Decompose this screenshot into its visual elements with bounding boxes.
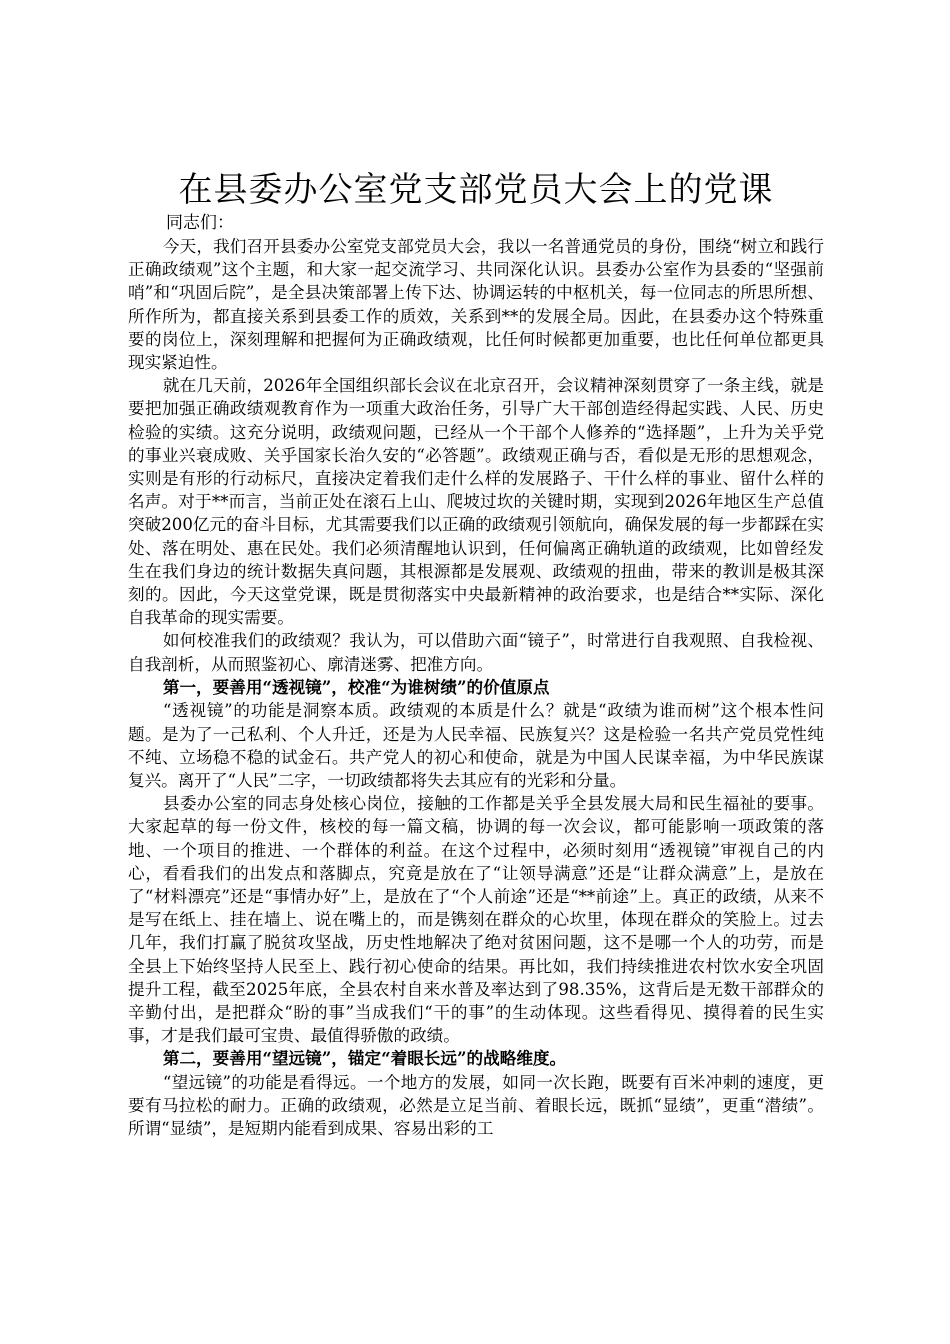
paragraph: “透视镜”的功能是洞察本质。政绩观的本质是什么？就是“政绩为谁而树”这个根本性问题。是为了一己私利、个人升迁，还是为人民幸福、民族复兴？这是检验一名共产党员党性纯不纯、立场稳不稳的试金石。共产党人的初心和使命，就是为中国人民谋幸福，为中华民族谋复兴。离开了“人民”二字，一切政绩都将失去其应有的光彩和分量。 <box>128 701 824 790</box>
paragraph: 如何校准我们的政绩观？我认为，可以借助六面“镜子”，时常进行自我观照、自我检视、自我剖析，从而照鉴初心、廓清迷雾、把准方向。 <box>128 631 824 674</box>
paragraph: 县委办公室的同志身处核心岗位，接触的工作都是关乎全县发展大局和民生福祉的要事。大家起草的每一份文件，核校的每一篇文稿，协调的每一次会议，都可能影响一项政策的落地、一个项目的推进、一个群体的利益。在这个过程中，必须时刻用“透视镜”审视自己的内心，看看我们的出发点和落脚点，究竟是放在了“让领导满意”还是“让群众满意”上，是放在了“材料漂亮”还是“事情办好”上，是放在了“个人前途”还是“**前途”上。真正的政绩，从来不是写在纸上、挂在墙上、说在嘴上的，而是镌刻在群众的心坎里，体现在群众的笑脸上。过去几年，我们打赢了脱贫攻坚战，历史性地解决了绝对贫困问题，这不是哪一个人的功劳，而是全县上下始终坚持人民至上、践行初心使命的结果。再比如，我们持续推进农村饮水安全巩固提升工程，截至2025年底，全县农村自来水普及率达到了98.35%，这背后是无数干部群众的辛勤付出，是把群众“盼的事”当成我们“干的事”的生动体现。这些看得见、摸得着的民生实事，才是我们最可宝贵、最值得骄傲的政绩。 <box>128 794 824 1046</box>
paragraph: 就在几天前，2026年全国组织部长会议在北京召开，会议精神深刻贯穿了一条主线，就是要把加强正确政绩观教育作为一项重大政治任务，引导广大干部创造经得起实践、人民、历史检验的实绩。这充分说明，政绩观问题，已经从一个干部个人修养的“选择题”，上升为关乎党的事业兴衰成败、关乎国家长治久安的“必答题”。政绩观正确与否，看似是无形的思想观念，实则是有形的行动标尺，直接决定着我们走什么样的发展路子、干什么样的事业、留什么样的名声。对于**而言，当前正处在滚石上山、爬坡过坎的关键时期，实现到2026年地区生产总值突破200亿元的奋斗目标，尤其需要我们以正确的政绩观引领航向，确保发展的每一步都踩在实处、落在明处、惠在民处。我们必须清醒地认识到，任何偏离正确轨道的政绩观，比如曾经发生在我们身边的统计数据失真问题，其根源都是发展观、政绩观的扭曲，带来的教训是极其深刻的。因此，今天这堂党课，既是贯彻落实中央最新精神的政治要求，也是结合**实际、深化自我革命的现实需要。 <box>128 376 824 628</box>
section-heading-2: 第二，要善用“望远镜”，锚定“着眼长远”的战略维度。 <box>162 1048 567 1069</box>
paragraph: “望远镜”的功能是看得远。一个地方的发展，如同一次长跑，既要有百米冲刺的速度，更要有马拉松的耐力。正确的政绩观，必然是立足当前、着眼长远，既抓“显绩”，更重“潜绩”。所谓“显绩”，是短期内能看到成果、容易出彩的工 <box>128 1072 824 1139</box>
document-title: 在县委办公室党支部党员大会上的党课 <box>178 170 774 210</box>
document-page <box>128 168 824 1141</box>
section-heading-1: 第一，要善用“透视镜”，校准“为谁树绩”的价值原点 <box>162 676 550 697</box>
paragraph: 今天，我们召开县委办公室党支部党员大会，我以一名普通党员的身份，围绕“树立和践行正确政绩观”这个主题，和大家一起交流学习、共同深化认识。县委办公室作为县委的“坚强前哨”和“巩固后院”，是全县决策部署上传下达、协调运转的中枢机关，每一位同志的所思所想、所作所为，都直接关系到县委工作的质效，关系到**的发展全局。因此，在县委办这个特殊重要的岗位上，深刻理解和把握何为正确政绩观，比任何时候都更加重要，也比任何单位都更具现实紧迫性。 <box>128 237 824 373</box>
greeting: 同志们： <box>166 213 234 233</box>
